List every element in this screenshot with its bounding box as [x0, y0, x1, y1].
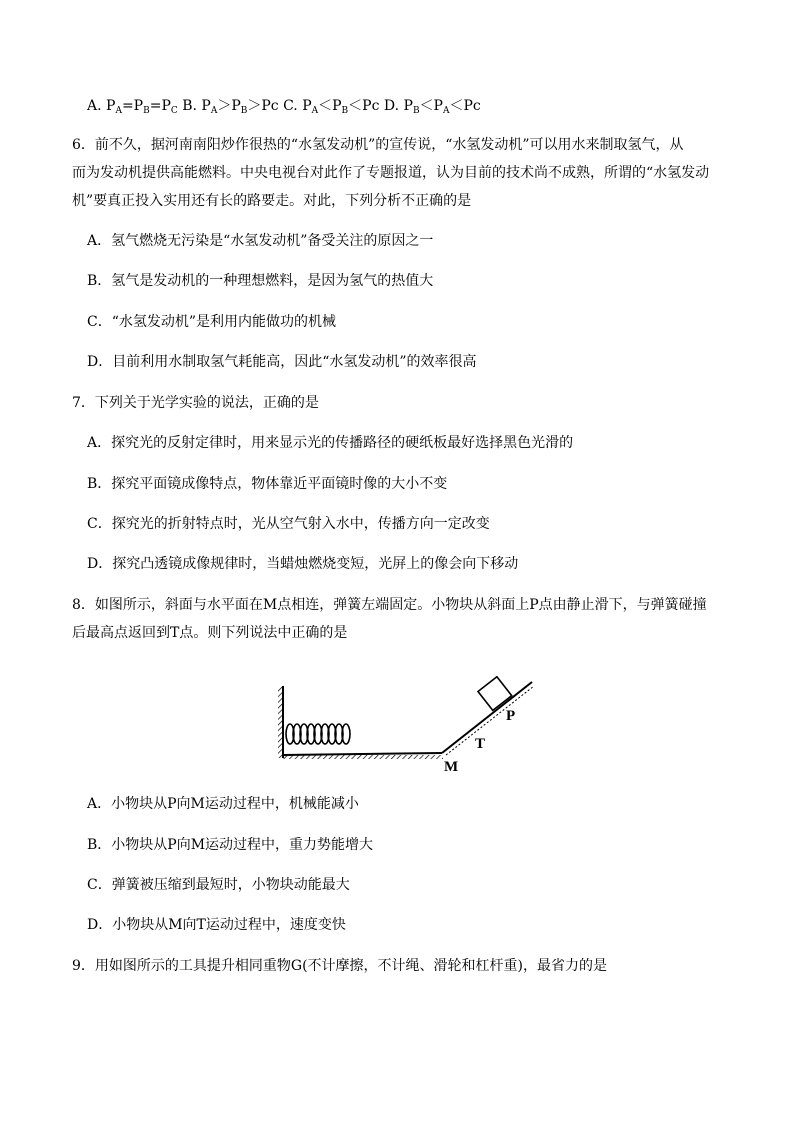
q7-option-a: A．探究光的反射定律时，用来显示光的传播路径的硬纸板最好选择黑色光滑的: [87, 435, 574, 451]
q8-stem-line-2: 后最高点返回到T点。则下列说法中正确的是: [72, 625, 348, 641]
label-m: M: [444, 759, 459, 775]
floor: [283, 753, 443, 759]
q6-option-c: C．“水氢发动机”是利用内能做功的机械: [87, 314, 337, 330]
q6-option-b: B．氢气是发动机的一种理想燃料，是因为氢气的热值大: [87, 273, 434, 289]
q7-option-d: D．探究凸透镜成像规律时，当蜡烛燃烧变短，光屏上的像会向下移动: [87, 556, 519, 572]
label-p: P: [506, 708, 516, 724]
q9-stem: 9．用如图所示的工具提升相同重物G(不计摩擦，不计绳、滑轮和杠杆重)，最省力的是: [72, 958, 608, 974]
q6-stem-line-1: 6．前不久，据河南南阳炒作很热的“水氢发动机”的宣传说，“水氢发动机”可以用水来制取氢气，从: [72, 137, 684, 153]
q6-stem-line-2: 而为发动机提供高能燃料。中央电视台对此作了专题报道，认为目前的技术尚不成熟，所谓的“水氢发动: [72, 165, 710, 181]
q7-option-c: C．探究光的折射特点时，光从空气射入水中，传播方向一定改变: [87, 516, 490, 532]
label-t: T: [475, 736, 486, 752]
block: [478, 677, 512, 711]
q8-option-d: D．小物块从M向T运动过程中，速度变快: [87, 917, 346, 933]
q6-stem-line-3: 机”要真正投入实用还有长的路要走。对此，下列分析不正确的是: [72, 193, 472, 209]
q8-stem-line-1: 8．如图所示，斜面与水平面在M点相连，弹簧左端固定。小物块从斜面上P点由静止滑下，与弹簧碰撞: [72, 597, 707, 613]
q7-option-b: B．探究平面镜成像特点，物体靠近平面镜时像的大小不变: [87, 476, 448, 492]
q8-option-a: A．小物块从P向M运动过程中，机械能减小: [87, 796, 359, 812]
q6-option-a: A．氢气燃烧无污染是“水氢发动机”备受关注的原因之一: [87, 233, 434, 249]
q8-incline-spring-figure: [270, 676, 540, 776]
q5-options: A. $P_A=P_B=P_C$ B. $P_A>P_B>Pc$ C. $P_A<P_B<Pc$ D. $P_B<P_A<Pc$: [87, 98, 481, 116]
spring: [286, 724, 350, 744]
q6-option-d: D．目前利用水制取氢气耗能高，因此“水氢发动机”的效率很高: [87, 354, 477, 370]
q8-option-c: C．弹簧被压缩到最短时，小物块动能最大: [87, 877, 350, 893]
wall: [278, 686, 283, 758]
q7-stem: 7．下列关于光学实验的说法，正确的是: [72, 395, 319, 411]
q8-option-b: B．小物块从P向M运动过程中，重力势能增大: [87, 837, 374, 853]
